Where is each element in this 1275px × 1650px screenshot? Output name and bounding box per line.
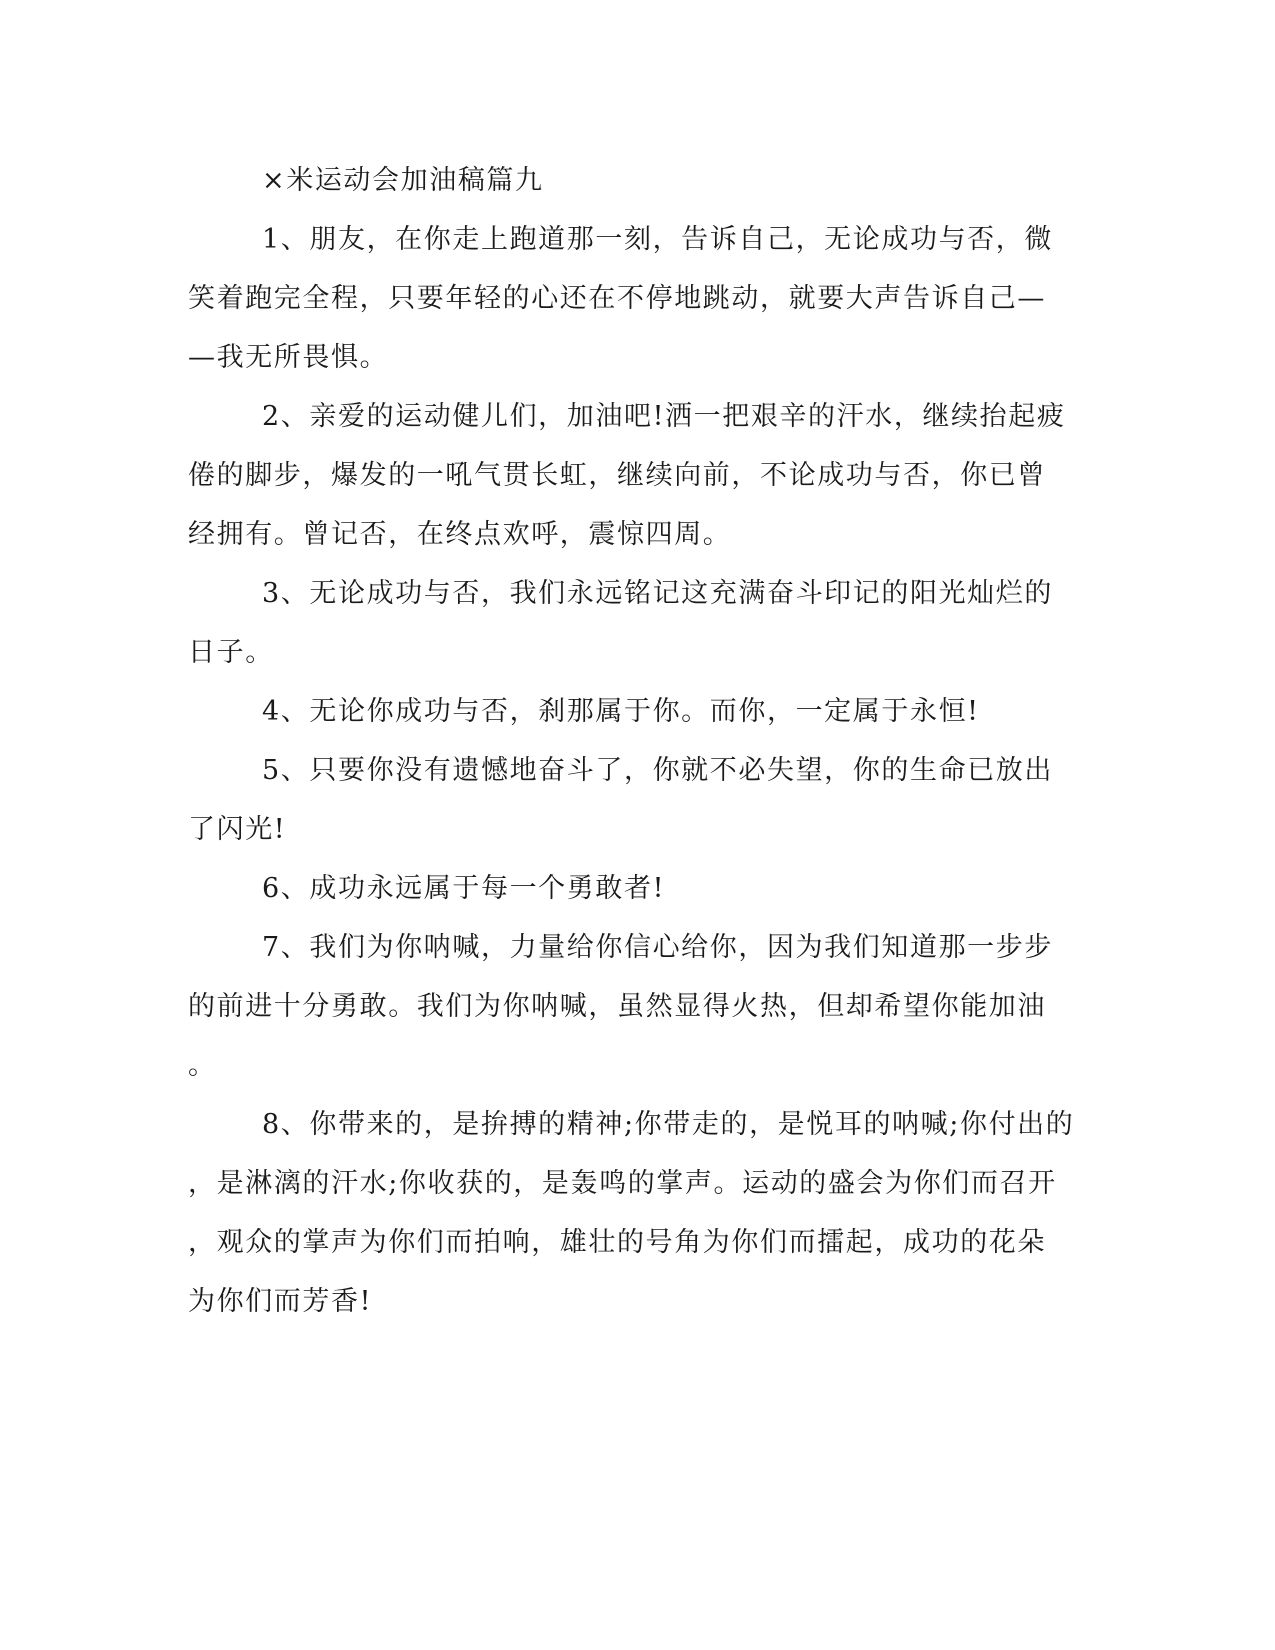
paragraph-8-line-4: 为你们而芳香! bbox=[188, 1286, 373, 1317]
paragraph-5-line-1: 5、只要你没有遗憾地奋斗了，你就不必失望，你的生命已放出 bbox=[262, 755, 1053, 786]
paragraph-5-line-2: 了闪光! bbox=[188, 814, 287, 845]
paragraph-2-line-1: 2、亲爱的运动健儿们，加油吧!洒一把艰辛的汗水，继续抬起疲 bbox=[262, 401, 1066, 432]
paragraph-3-line-2: 日子。 bbox=[188, 637, 274, 668]
paragraph-8-line-2: ，是淋漓的汗水;你收获的，是轰鸣的掌声。运动的盛会为你们而召开 bbox=[188, 1168, 1057, 1199]
paragraph-6-line-1: 6、成功永远属于每一个勇敢者! bbox=[262, 873, 666, 904]
document-title: ×米运动会加油稿篇九 bbox=[262, 165, 544, 196]
paragraph-1-line-3: —我无所畏惧。 bbox=[188, 342, 389, 373]
paragraph-7-line-2: 的前进十分勇敢。我们为你呐喊，虽然显得火热，但却希望你能加油 bbox=[188, 991, 1046, 1022]
paragraph-3-line-1: 3、无论成功与否，我们永远铭记这充满奋斗印记的阳光灿烂的 bbox=[262, 578, 1053, 609]
paragraph-2-line-3: 经拥有。曾记否，在终点欢呼，震惊四周。 bbox=[188, 519, 732, 550]
paragraph-1-line-1: 1、朋友，在你走上跑道那一刻，告诉自己，无论成功与否，微 bbox=[262, 224, 1053, 255]
paragraph-7-line-1: 7、我们为你呐喊，力量给你信心给你，因为我们知道那一步步 bbox=[262, 932, 1053, 963]
paragraph-1-line-2: 笑着跑完全程，只要年轻的心还在不停地跳动，就要大声告诉自己— bbox=[188, 283, 1046, 314]
paragraph-8-line-1: 8、你带来的，是拚搏的精神;你带走的，是悦耳的呐喊;你付出的 bbox=[262, 1109, 1075, 1140]
paragraph-4-line-1: 4、无论你成功与否，刹那属于你。而你，一定属于永恒! bbox=[262, 696, 980, 727]
paragraph-8-line-3: ，观众的掌声为你们而拍响，雄壮的号角为你们而擂起，成功的花朵 bbox=[188, 1227, 1046, 1258]
paragraph-2-line-2: 倦的脚步，爆发的一吼气贯长虹，继续向前，不论成功与否，你已曾 bbox=[188, 460, 1046, 491]
paragraph-7-line-3: 。 bbox=[188, 1050, 217, 1081]
